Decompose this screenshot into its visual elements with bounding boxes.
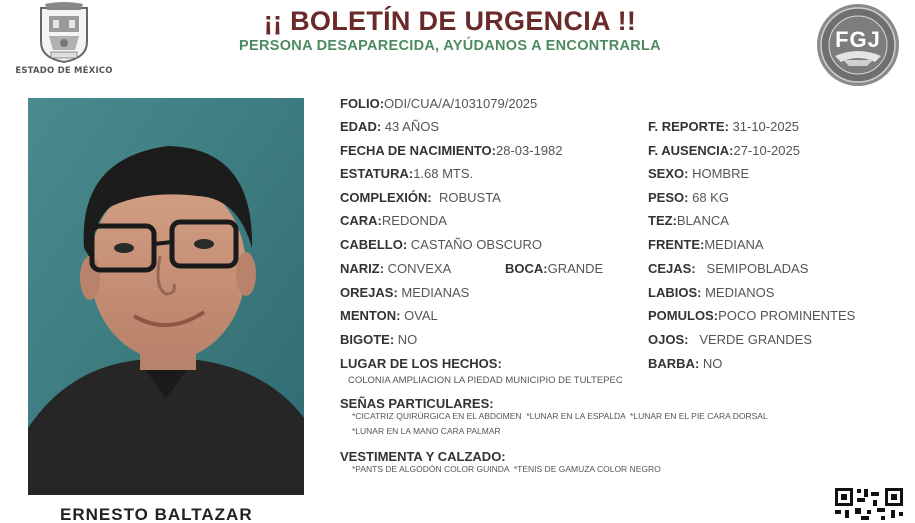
estado-de-mexico-logo: [14, 2, 114, 82]
folio-value: ODI/CUA/A/1031079/2025: [384, 96, 538, 111]
f-reporte-value: 31-10-2025: [732, 119, 800, 134]
fecha-nacimiento-row: [340, 143, 563, 159]
edad-value: 43 AÑOS: [384, 119, 439, 134]
peso-label: PESO:: [648, 190, 689, 205]
nariz-value: CONVEXA: [387, 261, 452, 276]
orejas-row: [340, 285, 469, 301]
labios-label: LABIOS:: [648, 285, 702, 300]
peso-row: [648, 190, 729, 206]
f-reporte-label: F. REPORTE:: [648, 119, 729, 134]
tez-label: TEZ:: [648, 213, 677, 228]
frente-label: FRENTE:: [648, 237, 705, 252]
vestimenta-row: [340, 449, 506, 465]
vestimenta-value: *PANTS DE ALGODÓN COLOR GUINDA *TENIS DE GAMUZA COLOR NEGRO: [352, 464, 661, 474]
complexion-row: [340, 190, 501, 206]
barba-label: BARBA:: [648, 356, 700, 371]
bigote-value: NO: [397, 332, 418, 347]
frente-value: MEDIANA: [704, 237, 764, 252]
cabello-row: [340, 237, 542, 253]
edad-row: [340, 119, 439, 135]
bulletin-subtitle: PERSONA DESAPARECIDA, AYÚDANOS A ENCONTRARLA: [239, 38, 661, 54]
boca-row: [505, 261, 603, 277]
fecha-nacimiento-label: FECHA DE NACIMIENTO:: [340, 143, 496, 158]
lugar-value: COLONIA AMPLIACION LA PIEDAD MUNICIPIO DE TULTEPEC: [348, 375, 623, 386]
edad-label: EDAD:: [340, 119, 382, 134]
missing-person-photo: [28, 98, 304, 495]
senas-line-2: *LUNAR EN LA MANO CARA PALMAR: [352, 426, 501, 436]
frente-row: [648, 237, 764, 253]
coat-of-arms-icon: [35, 2, 93, 64]
labios-row: [648, 285, 774, 301]
sexo-row: [648, 166, 749, 182]
cabello-value: CASTAÑO OBSCURO: [410, 237, 543, 252]
fecha-nacimiento-value: 28-03-1982: [496, 143, 563, 158]
bulletin-title: ¡¡ BOLETÍN DE URGENCIA !!: [263, 6, 637, 36]
nariz-label: NARIZ:: [340, 261, 385, 276]
ojos-value: VERDE GRANDES: [699, 332, 813, 347]
sexo-value: HOMBRE: [692, 166, 750, 181]
tez-value: BLANCA: [676, 213, 729, 228]
folio-label: FOLIO:: [340, 96, 385, 111]
pomulos-row: [648, 308, 855, 324]
complexion-label: COMPLEXIÓN:: [340, 190, 432, 205]
cejas-row: [648, 261, 808, 277]
orejas-label: OREJAS:: [340, 285, 398, 300]
senas-line-1: *CICATRIZ QUIRÚRGICA EN EL ABDOMEN *LUNAR EN LA ESPALDA *LUNAR EN EL PIE CARA DORSAL: [352, 411, 768, 421]
qr-code-icon: [833, 486, 905, 523]
menton-row: [340, 308, 438, 324]
vestimenta-label: VESTIMENTA Y CALZADO:: [340, 449, 506, 464]
missing-person-name: ERNESTO BALTAZAR: [60, 505, 253, 523]
sexo-label: SEXO:: [648, 166, 689, 181]
f-ausencia-label: F. AUSENCIA:: [648, 143, 734, 158]
folio-row: [340, 96, 537, 112]
complexion-value: ROBUSTA: [438, 190, 501, 205]
estatura-label: ESTATURA:: [340, 166, 414, 181]
orejas-value: MEDIANAS: [401, 285, 470, 300]
barba-value: NO: [702, 356, 723, 371]
fgj-logo-text: FGJ: [835, 27, 881, 52]
menton-label: MENTON:: [340, 308, 401, 323]
state-label: ESTADO DE MÉXICO: [15, 66, 113, 76]
lugar-label: LUGAR DE LOS HECHOS:: [340, 356, 502, 371]
bigote-row: [340, 332, 417, 348]
pomulos-label: POMULOS:: [648, 308, 719, 323]
peso-value: 68 KG: [692, 190, 729, 205]
f-ausencia-value: 27-10-2025: [733, 143, 800, 158]
cara-label: CARA:: [340, 213, 382, 228]
tez-row: [648, 213, 729, 229]
barba-row: [648, 356, 722, 372]
cabello-label: CABELLO:: [340, 237, 408, 252]
estatura-row: [340, 166, 473, 182]
cejas-label: CEJAS:: [648, 261, 696, 276]
ojos-row: [648, 332, 812, 348]
nariz-row: [340, 261, 451, 277]
senas-label: SEÑAS PARTICULARES:: [340, 396, 494, 411]
qr-code[interactable]: [833, 486, 905, 523]
person-portrait-icon: [28, 98, 304, 495]
header-title-block: [150, 6, 750, 54]
cejas-value: SEMIPOBLADAS: [706, 261, 809, 276]
f-reporte-row: [648, 119, 799, 135]
estatura-value: 1.68 MTS.: [413, 166, 474, 181]
labios-value: MEDIANOS: [705, 285, 775, 300]
menton-value: OVAL: [404, 308, 438, 323]
pomulos-value: POCO PROMINENTES: [718, 308, 856, 323]
bigote-label: BIGOTE:: [340, 332, 395, 347]
cara-row: [340, 213, 447, 229]
senas-row: [340, 396, 494, 412]
ojos-label: OJOS:: [648, 332, 689, 347]
boca-label: BOCA:: [505, 261, 548, 276]
cara-value: REDONDA: [381, 213, 447, 228]
f-ausencia-row: [648, 143, 800, 159]
boca-value: GRANDE: [547, 261, 604, 276]
lugar-row: [340, 356, 502, 372]
